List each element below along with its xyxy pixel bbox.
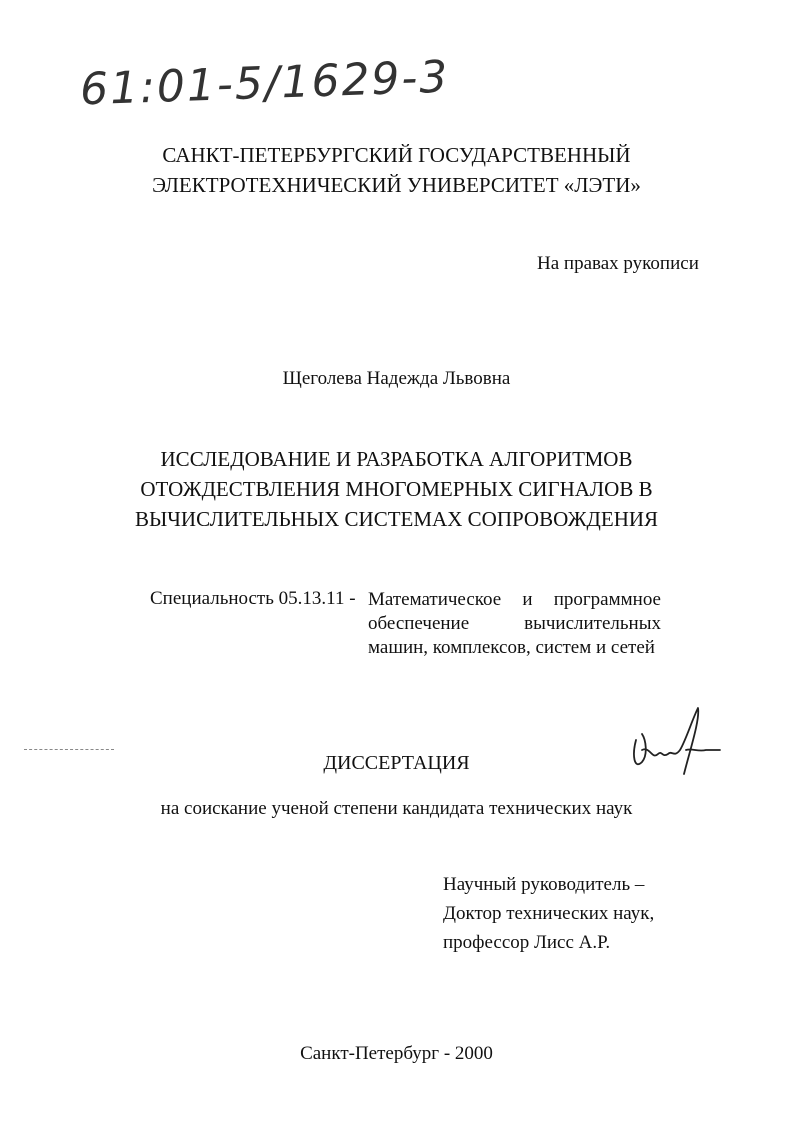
supervisor-line2: Доктор технических наук, [443,903,655,924]
specialty-label: Специальность 05.13.11 - [150,588,356,609]
thesis-title-line1: ИССЛЕДОВАНИЕ И РАЗРАБОТКА АЛГОРИТМОВ [160,447,633,471]
university-name-line1: САНКТ-ПЕТЕРБУРГСКИЙ ГОСУДАРСТВЕННЫЙ [162,143,631,167]
manuscript-rights: На правах рукописи [537,253,699,274]
thesis-title-line2: ОТОЖДЕСТВЛЕНИЯ МНОГОМЕРНЫХ СИГНАЛОВ В [140,477,653,501]
specialty-line3: машин, комплексов, систем и сетей [368,637,655,658]
scan-mark [24,749,114,751]
specialty-line1: Математическое и программное [368,589,661,610]
university-name-line2: ЭЛЕКТРОТЕХНИЧЕСКИЙ УНИВЕРСИТЕТ «ЛЭТИ» [152,173,641,197]
thesis-title-line3: ВЫЧИСЛИТЕЛЬНЫХ СИСТЕМАХ СОПРОВОЖДЕНИЯ [134,507,659,531]
degree-description: на соискание ученой степени кандидата технических наук [160,798,633,819]
author-name: Щеголева Надежда Львовна [282,368,511,389]
supervisor-line3: профессор Лисс А.Р. [443,932,611,953]
specialty-description [368,588,661,660]
city-year: Санкт-Петербург - 2000 [300,1043,493,1064]
document-type: ДИССЕРТАЦИЯ [323,752,470,774]
supervisor-line1: Научный руководитель – [443,874,645,895]
specialty-line2: обеспечение вычислительных [368,613,661,634]
archive-number: 61:01-5/1629-3 [79,51,451,116]
